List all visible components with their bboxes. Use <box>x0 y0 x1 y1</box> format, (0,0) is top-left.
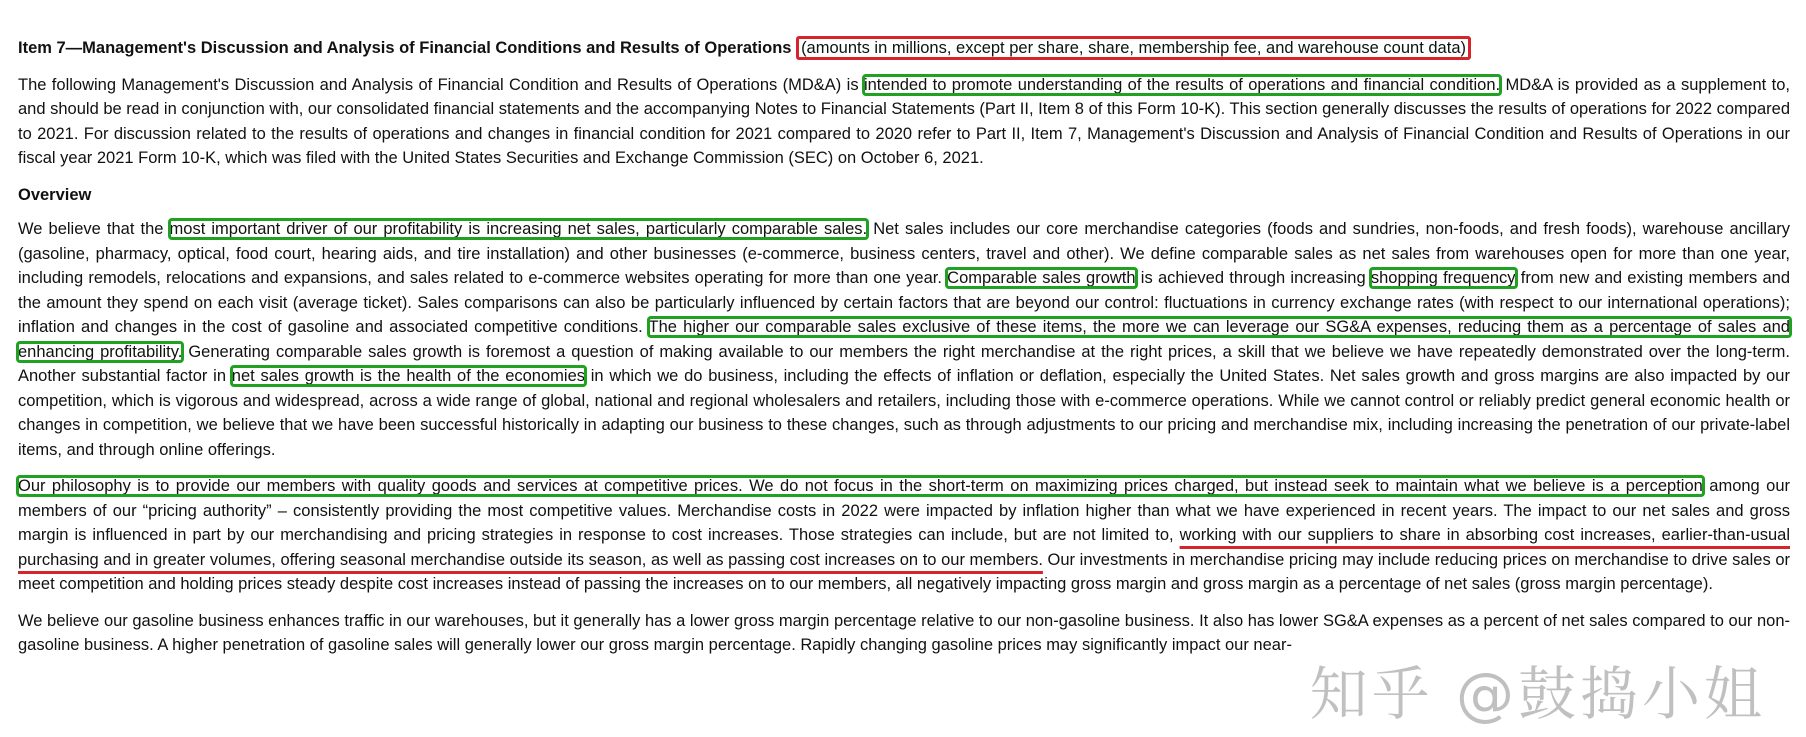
text-run: MD&A is provided as a supplement to, and should be read in conjunction with, our consolidated financial statements and the accompanying Notes to Financial Statements (Part II, Item 8 of this Form 10-K). This section generally discusses the results of operations for 2022 compared to 2021. For discussion related to the results of operations and changes in financial condition for 2021 compared to 2020 refer to Part II, Item 7, Management's Discussion and Analysis of Financial Condition and Results of Operations in our fiscal year 2021 Form 10-K, which was filed with the United States Securities and Exchange Commission (SEC) on October 6, 2021. <box>18 75 1790 167</box>
green-highlight: net sales growth is the health of the economies <box>231 367 585 385</box>
item-title-text: Item 7—Management's Discussion and Analysis of Financial Conditions and Results of Operations <box>18 39 792 57</box>
text-run: from new and existing members and the amount they spend on each visit (average ticket). Sales comparisons can also be particularly influenced by certain factors that are beyond our control: fluctuations in currency exchange rates (with respect to our international operations); inflation and changes in the cost of gasoline and associated competitive conditions. <box>18 269 1790 336</box>
paragraph-gasoline: We believe our gasoline business enhances traffic in our warehouses, but it generally has a lower gross margin percentage relative to our non-gasoline business. It also has lower SG&A expenses as a percent of net sales compared to our non-gasoline business. A higher penetration of gasoline sales will generally lower our gross margin percentage. Rapidly changing gasoline prices may significantly impact our near- <box>18 611 1790 654</box>
green-highlight: most important driver of our profitability is increasing net sales, particularly comparable sales. <box>169 220 868 238</box>
watermark: 知乎 @鼓捣小姐 <box>1309 660 1766 728</box>
overview-heading: Overview <box>18 185 92 204</box>
item-title <box>18 36 1790 61</box>
text-run: is achieved through increasing <box>1135 269 1371 287</box>
text-run: in which we do business, including the effects of inflation or deflation, especially the United States. Net sales growth and gross margins are also impacted by our competition, which is vigorous and widespread, across a wide range of global, national and regional wholesalers and retailers, including those with e-commerce operations. While we cannot control or reliably predict general economic health or changes in competition, we believe that we have been successful historically in adapting our business to these changes, such as through adjustments to our pricing and merchandise mix, including increasing the penetration of our private-label items, and through online offerings. <box>18 367 1790 459</box>
green-highlight: shopping frequency <box>1370 269 1516 287</box>
paragraph-overview <box>18 217 1790 462</box>
text-run: Generating comparable sales growth is foremost a question of making available to our members the right merchandise at the right prices, a skill that we believe we have repeatedly demonstrated over the long-term. Another substantial factor in <box>18 342 1790 385</box>
text-run: We believe that the <box>18 220 170 238</box>
green-highlight: Comparable sales growth <box>947 269 1136 287</box>
text-run: The following Management's Discussion and Analysis of Financial Condition and Results of Operations (MD&A) is <box>18 75 864 94</box>
green-highlight: Our philosophy is to provide our members with quality goods and services at competitive prices. We do not focus in the short-term on maximizing prices charged, but instead seek to maintain what we believe is a perception <box>18 477 1703 495</box>
paragraph-mdna-intro <box>18 73 1790 171</box>
text-run: Net sales includes our core merchandise categories (foods and sundries, non-foods, and fresh foods), warehouse ancillary (gasoline, pharmacy, optical, food court, hearing aids, and tire installation) and other businesses (e-commerce, business centers, travel and other). We define comparable sales as net sales from warehouses open for more than one year, including remodels, relocations and expansions, and sales related to e-commerce websites operating for more than one year. <box>18 220 1790 287</box>
green-highlight: intended to promote understanding of the results of operations and financial condition. <box>863 75 1501 94</box>
amounts-note-red-box: (amounts in millions, except per share, share, membership fee, and warehouse count data) <box>796 36 1471 60</box>
green-highlight: The higher our comparable sales exclusive of these items, the more we can leverage our SG&A expenses, reducing them as a percentage of sales and enhancing profitability. <box>18 318 1790 361</box>
text-run: Our investments in merchandise pricing may include reducing prices on merchandise to drive sales or meet competition and holding prices steady despite cost increases instead of passing the increases on to our members, all negatively impacting gross margin and gross margin as a percentage of net sales (gross margin percentage). <box>18 550 1790 593</box>
text-run: among our members of our “pricing authority” – consistently providing the most competitive values. Merchandise costs in 2022 were impacted by inflation higher than what we have experienced in recent years. The impact to our net sales and gross margin is influenced in part by our merchandising and pricing strategies in response to cost increases. Those strategies can include, but are not limited to, <box>18 477 1791 544</box>
document <box>18 36 1790 670</box>
red-underline: working with our suppliers to share in absorbing cost increases, earlier-than-usual purchasing and in greater volumes, offering seasonal merchandise outside its season, as well as passing cost increases on to our members. <box>18 526 1790 569</box>
paragraph-philosophy <box>18 474 1790 597</box>
